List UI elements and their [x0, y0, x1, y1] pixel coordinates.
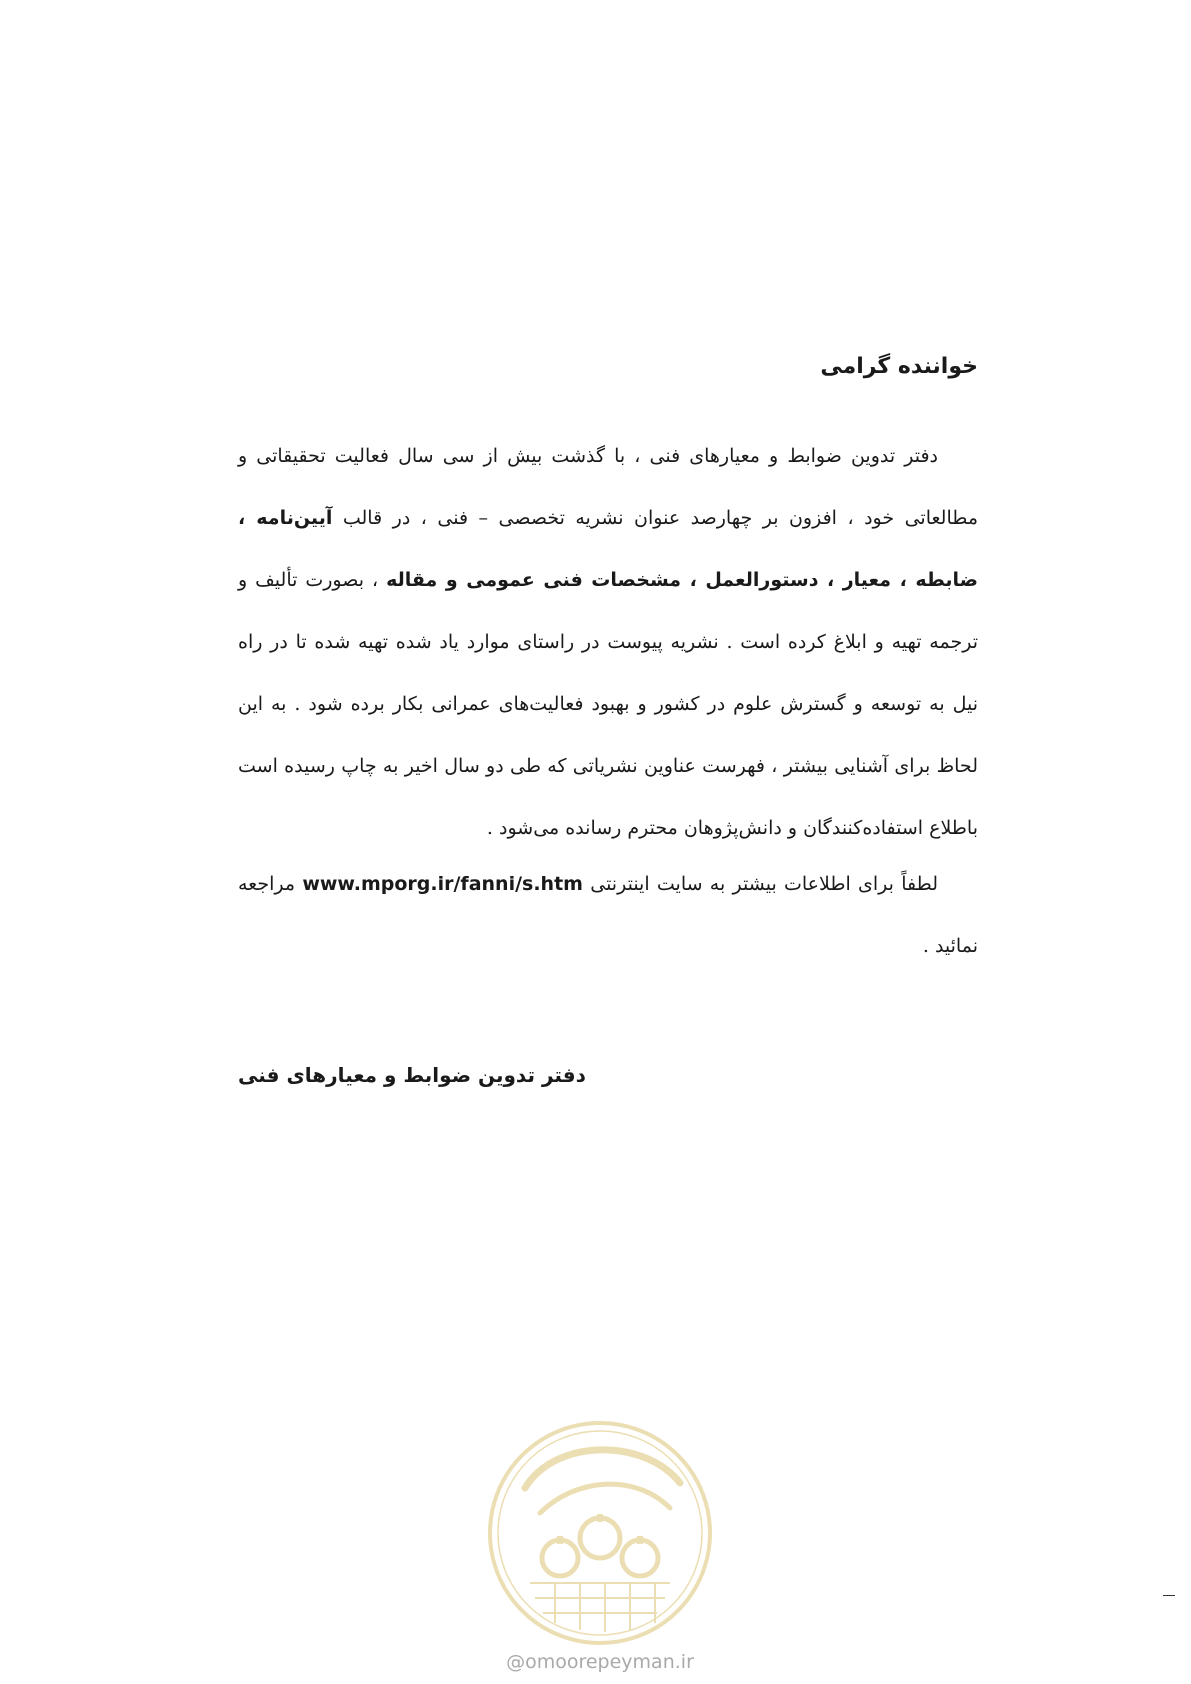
greeting-heading: خواننده گرامی: [820, 354, 978, 379]
publication-types: آیین‌نامه ، ضابطه ، معیار ، دستورالعمل ، مشخصات فنی عمومی و مقاله: [238, 507, 978, 591]
website-paragraph: [238, 853, 978, 977]
intro-paragraph: [238, 425, 978, 859]
watermark-handle: @omoorepeyman.ir: [506, 1651, 694, 1673]
website-text-part1: لطفاً برای اطلاعات بیشتر به سایت اینترنتی: [582, 873, 938, 895]
signature: دفتر تدوین ضوابط و معیارهای فنی: [238, 1063, 586, 1087]
intro-text-part2: ، بصورت تألیف و ترجمه تهیه و ابلاغ کرده است . نشریه پیوست در راستای موارد یاد شده تهیه شده تا در راه نیل به توسعه و گسترش علوم در کشور و بهبود فعالیت‌های عمرانی بکار برده شود . به این لحاظ برای آشنایی بیشتر ، فهرست عناوین نشریاتی که طی دو سال اخیر به چاپ رسیده است باطلاع استفاده‌کنندگان و دانش‌پژوهان محترم رسانده می‌شود .: [238, 569, 978, 839]
website-text-part2: مراجعه نمائید .: [238, 873, 978, 957]
website-url-link[interactable]: www.mporg.ir/fanni/s.htm: [302, 873, 583, 895]
seal-logo-icon: [485, 1418, 715, 1648]
page-edge-mark: [1163, 1595, 1175, 1596]
intro-text-part1: دفتر تدوین ضوابط و معیارهای فنی ، با گذشت بیش از سی سال فعالیت تحقیقاتی و مطالعاتی خود ، افزون بر چهارصد عنوان نشریه تخصصی – فنی ، در قالب: [238, 445, 978, 529]
